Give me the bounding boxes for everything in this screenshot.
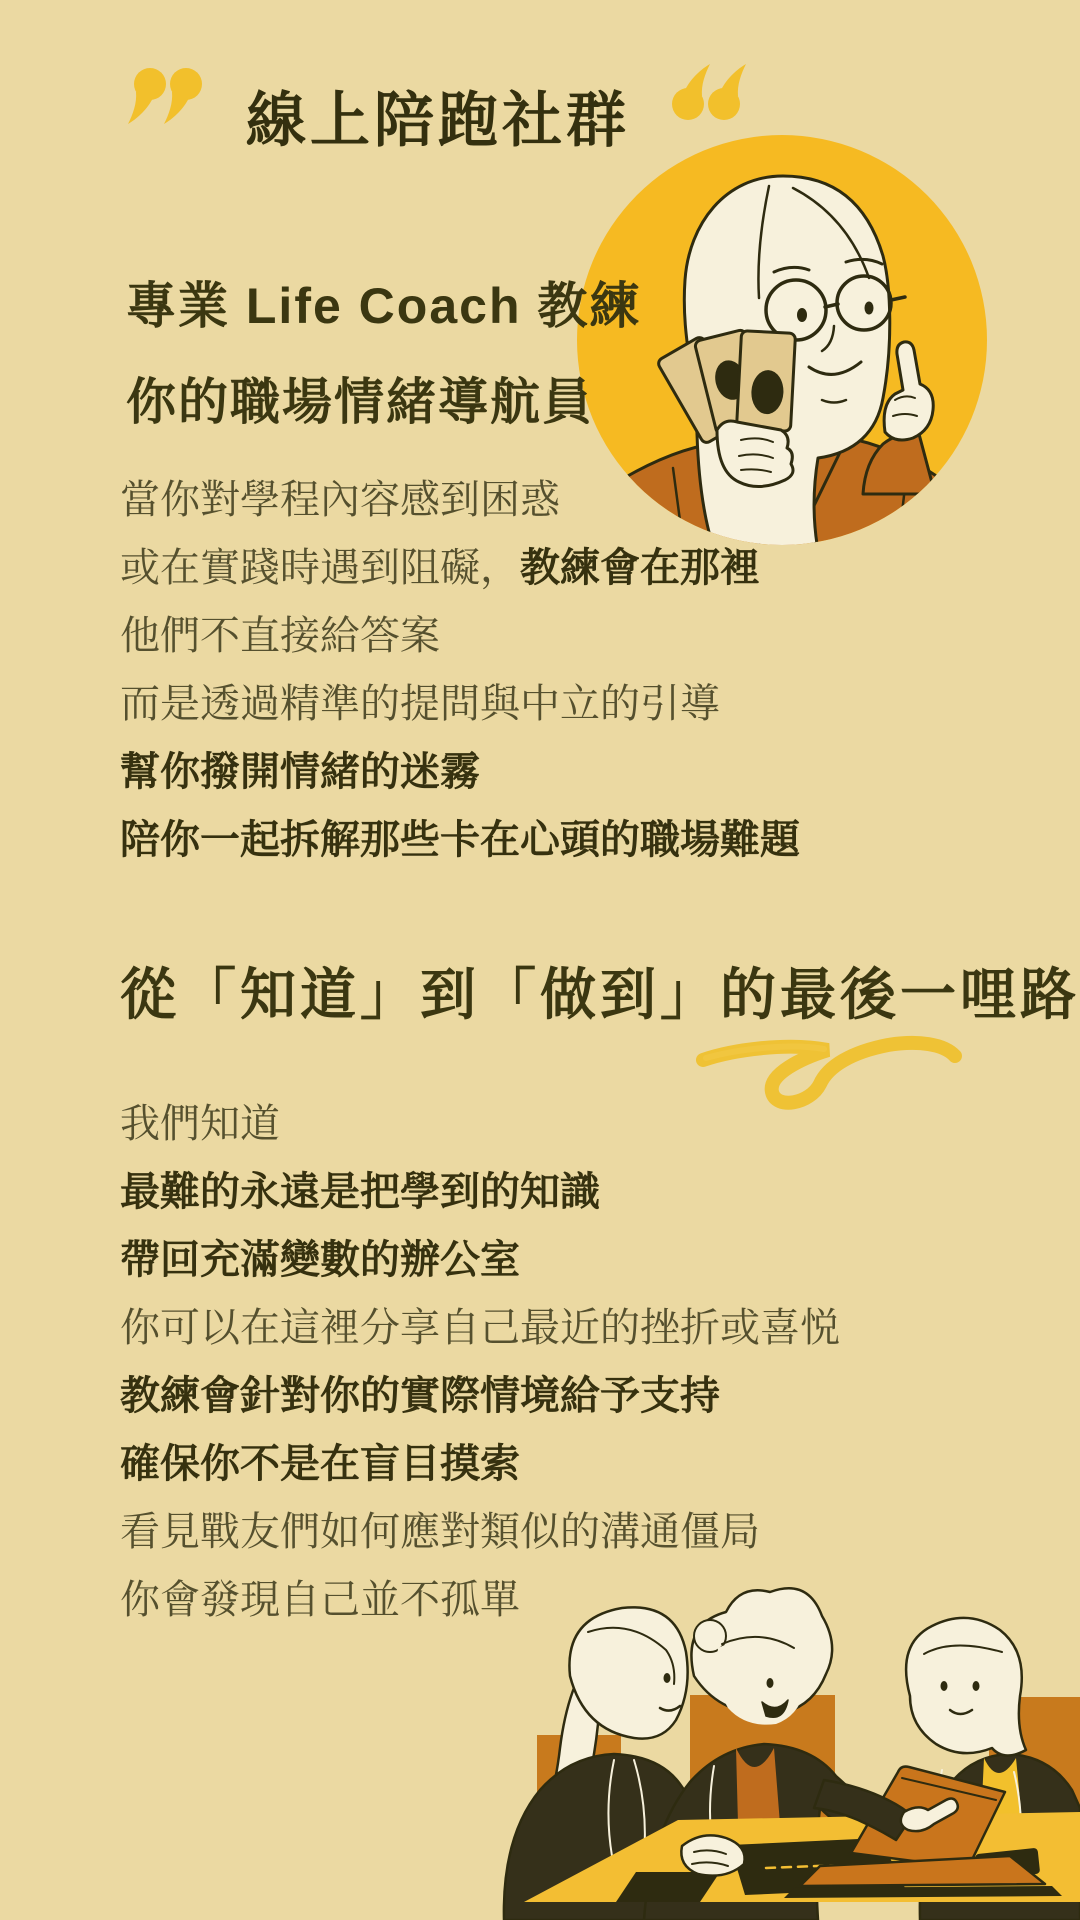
text-run: 而是透過精準的提問與中立的引導 bbox=[120, 682, 720, 726]
text-emphasis: 陪你一起拆解那些卡在心頭的職場難題 bbox=[120, 818, 800, 862]
text-run: 我們知道 bbox=[120, 1102, 280, 1146]
text-line bbox=[120, 602, 800, 670]
text-emphasis: 教練會針對你的實際情境給予支持 bbox=[120, 1374, 720, 1418]
section1-heading-line1: 專業 Life Coach 教練 bbox=[126, 278, 642, 334]
section1-paragraph bbox=[120, 466, 800, 874]
section2-paragraph bbox=[120, 1090, 840, 1634]
text-emphasis: 確保你不是在盲目摸索 bbox=[120, 1442, 520, 1486]
text-emphasis: 幫你撥開情緒的迷霧 bbox=[120, 750, 480, 794]
text-line bbox=[120, 738, 800, 806]
text-run: 你會發現自己並不孤單 bbox=[120, 1578, 520, 1622]
text-run: 他們不直接給答案 bbox=[120, 614, 440, 658]
text-line bbox=[120, 534, 800, 602]
text-emphasis: 教練會在那裡 bbox=[520, 546, 760, 590]
text-line bbox=[120, 670, 800, 738]
text-line bbox=[120, 806, 800, 874]
text-line bbox=[120, 1430, 840, 1498]
text-emphasis: 帶回充滿變數的辦公室 bbox=[120, 1238, 520, 1282]
text-emphasis: 最難的永遠是把學到的知識 bbox=[120, 1170, 600, 1214]
text-run: 看見戰友們如何應對類似的溝通僵局 bbox=[120, 1510, 760, 1554]
section2-heading: 從「知道」到「做到」的最後一哩路 bbox=[120, 963, 1080, 1026]
section1-heading-line2: 你的職場情緒導航員 bbox=[126, 374, 594, 430]
section1-heading bbox=[126, 258, 641, 450]
close-quote-icon bbox=[672, 64, 746, 120]
text-line bbox=[120, 466, 800, 534]
text-line bbox=[120, 1090, 840, 1158]
text-line bbox=[120, 1158, 840, 1226]
open-quote-icon bbox=[128, 68, 202, 124]
text-line bbox=[120, 1226, 840, 1294]
text-run: 或在實踐時遇到阻礙， bbox=[120, 546, 520, 590]
page-title: 線上陪跑社群 bbox=[246, 87, 630, 154]
text-run: 你可以在這裡分享自己最近的挫折或喜悦 bbox=[120, 1306, 840, 1350]
text-line bbox=[120, 1294, 840, 1362]
text-line bbox=[120, 1362, 840, 1430]
text-run: 當你對學程內容感到困惑 bbox=[120, 478, 560, 522]
team-illustration bbox=[418, 1556, 1080, 1920]
